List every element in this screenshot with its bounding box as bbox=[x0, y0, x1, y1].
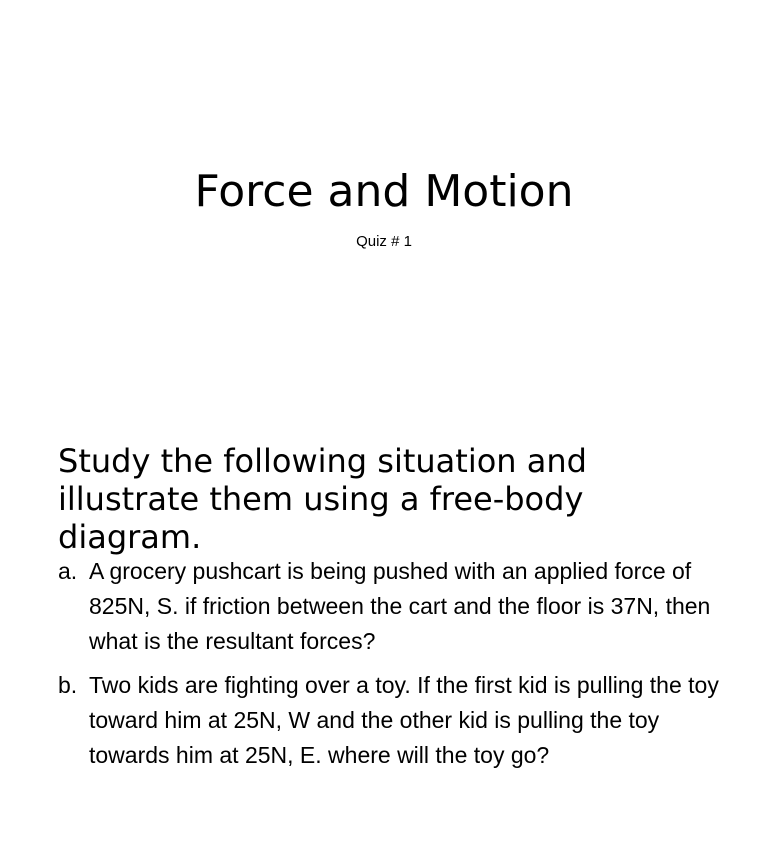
slide-subtitle: Quiz # 1 bbox=[356, 233, 412, 250]
question-text: Two kids are fighting over a toy. If the first kid is pulling the toy toward him at 25N, W and the other kid is pulling the toy towards him at 25N, E. where will the toy go? bbox=[89, 672, 719, 768]
question-item-b bbox=[58, 668, 720, 773]
question-text: A grocery pushcart is being pushed with an applied force of 825N, S. if friction between the cart and the floor is 37N, then what is the resultant forces? bbox=[89, 558, 711, 654]
slide-title: Force and Motion bbox=[194, 166, 574, 217]
question-marker: b. bbox=[58, 672, 78, 698]
question-slide bbox=[0, 400, 768, 866]
question-item-a bbox=[58, 554, 720, 659]
question-list bbox=[58, 554, 720, 782]
title-slide bbox=[0, 0, 768, 400]
question-marker: a. bbox=[58, 558, 78, 584]
instructions-heading: Study the following situation and illustrate them using a free-body diagram. bbox=[58, 442, 587, 556]
